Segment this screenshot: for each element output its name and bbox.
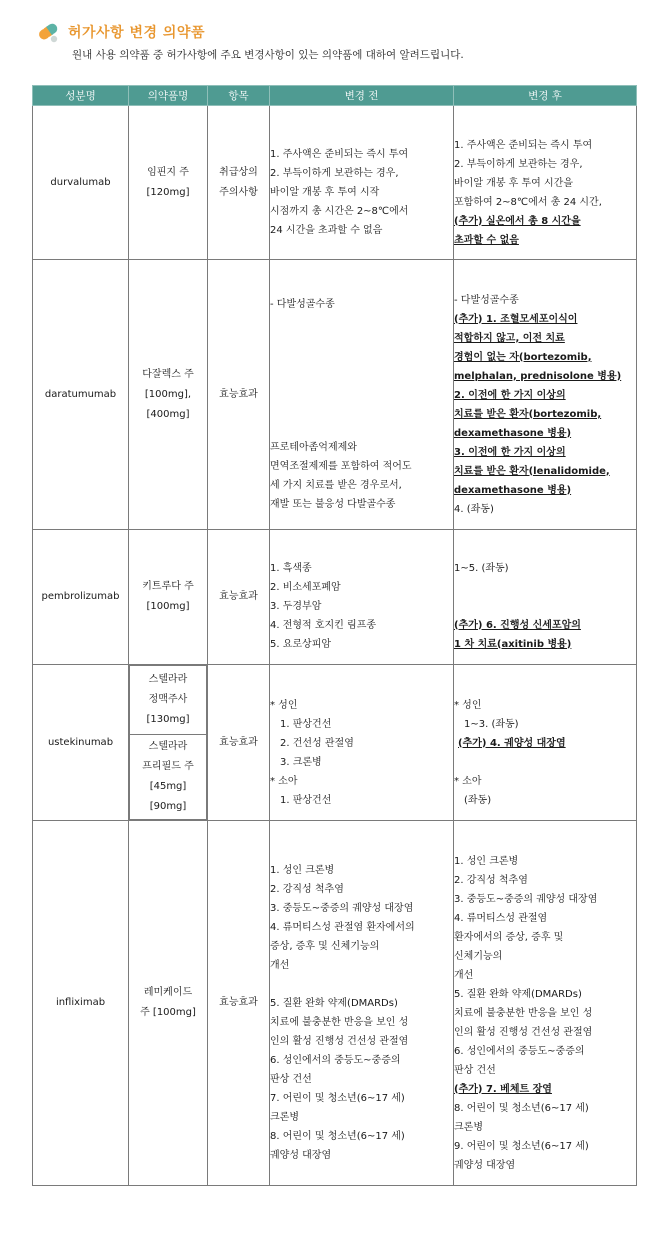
after-line-added: (추가) 1. 조혈모세포이식이	[454, 313, 578, 325]
page-title: 허가사항 변경 의약품	[68, 25, 205, 41]
item-text: 취급상의	[219, 166, 258, 178]
table-row	[33, 665, 637, 821]
drug-name: 레미케이드	[143, 987, 193, 998]
after-cell	[454, 106, 637, 260]
header-before: 변경 전	[270, 86, 454, 106]
after-line: 환자에서의 증상, 증후 및	[454, 931, 564, 943]
after-line: * 성인	[454, 699, 482, 711]
after-line: 9. 어린이 및 청소년(6~17 세)	[454, 1140, 589, 1152]
after-line-added: 치료를 받은 환자(bortezomib,	[454, 408, 602, 420]
after-line-added: (추가) 실온에서 총 8 시간을	[454, 215, 581, 227]
after-line: 3. 중등도~중증의 궤양성 대장염	[454, 893, 598, 905]
table-row	[33, 530, 637, 665]
before-line: 2. 강직성 척추염	[270, 884, 344, 895]
before-line: 증상, 증후 및 신체기능의	[270, 941, 380, 952]
after-line-added: dexamethasone 병용)	[454, 427, 572, 439]
table-row	[33, 106, 637, 260]
item-cell: 효능효과	[208, 530, 270, 665]
spacer	[454, 578, 636, 616]
table-header-row	[33, 86, 637, 106]
header-ingredient: 성분명	[33, 86, 129, 106]
after-line: 판상 건선	[454, 1064, 496, 1076]
before-line: 7. 어린이 및 청소년(6~17 세)	[270, 1093, 405, 1104]
after-line-added: melphalan, prednisolone 병용)	[454, 370, 622, 382]
spacer	[454, 753, 636, 772]
drug-cell	[129, 106, 208, 260]
after-line-added: (추가) 7. 베체트 장염	[454, 1083, 552, 1095]
header-drug: 의약품명	[129, 86, 208, 106]
ingredient-cell: durvalumab	[33, 106, 129, 260]
before-line: 6. 성인에서의 중등도~중증의	[270, 1055, 401, 1066]
before-line: 5. 요로상피암	[270, 638, 332, 650]
before-line: 면역조절제제를 포함하여 적어도	[270, 461, 412, 472]
after-line-added: (추가) 4. 궤양성 대장염	[458, 737, 566, 749]
after-line-added: (추가) 6. 진행성 신세포암의	[454, 619, 581, 631]
drug-name: 프리필드 주	[142, 761, 194, 772]
after-line-added: dexamethasone 병용)	[454, 484, 572, 496]
after-line-added: 2. 이전에 한 가지 이상의	[454, 389, 566, 401]
after-cell	[454, 821, 637, 1186]
after-line: 8. 어린이 및 청소년(6~17 세)	[454, 1102, 589, 1114]
before-cell	[270, 665, 454, 821]
after-line-added: 적합하지 않고, 이전 치료	[454, 332, 565, 344]
after-cell	[454, 665, 637, 821]
before-line: 1. 성인 크론병	[270, 865, 335, 876]
after-line: 포함하여 2~8℃에서 총 24 시간,	[454, 196, 602, 208]
drug-subcell	[130, 666, 207, 735]
before-line: 시점까지 총 시간은 2~8℃에서	[270, 206, 409, 217]
ingredient-cell: pembrolizumab	[33, 530, 129, 665]
before-line: 3. 두경부암	[270, 600, 322, 612]
drug-name: 임핀지 주	[147, 166, 189, 178]
before-line: 치료에 불충분한 반응을 보인 성	[270, 1017, 409, 1028]
before-line: * 성인	[270, 699, 298, 711]
after-line: 신체기능의	[454, 950, 503, 962]
before-cell	[270, 821, 454, 1186]
drug-dose: 주 [100mg]	[140, 1007, 196, 1018]
drug-cell	[129, 530, 208, 665]
before-line: 2. 건선성 관절염	[280, 737, 354, 749]
drug-change-table	[32, 85, 637, 1186]
before-line: 3. 중등도~중증의 궤양성 대장염	[270, 903, 414, 914]
after-line: 1~3. (좌동)	[464, 718, 519, 730]
after-line: 1. 주사액은 준비되는 즉시 투여	[454, 139, 593, 151]
page-subtitle: 원내 사용 의약품 중 허가사항에 주요 변경사항이 있는 의약품에 대하여 알려드립니다.	[72, 49, 464, 61]
spacer	[270, 314, 453, 438]
after-line-added: 3. 이전에 한 가지 이상의	[454, 446, 566, 458]
before-cell	[270, 106, 454, 260]
before-line: 바이알 개봉 후 투여 시작	[270, 187, 380, 198]
before-line: * 소아	[270, 775, 298, 787]
drug-subtable	[129, 665, 207, 820]
after-line: * 소아	[454, 775, 482, 787]
before-line: 개선	[270, 960, 290, 971]
before-line: 1. 판상건선	[280, 794, 332, 806]
after-line: 크론병	[454, 1121, 483, 1133]
before-line: 인의 활성 진행성 건선성 관절염	[270, 1036, 409, 1047]
before-line: - 다발성골수종	[270, 299, 335, 310]
after-line: (좌동)	[464, 794, 492, 806]
after-line-added: 경험이 없는 자(bortezomib,	[454, 351, 592, 363]
item-text: 주의사항	[219, 186, 258, 198]
after-line: 치료에 불충분한 반응을 보인 성	[454, 1007, 593, 1019]
item-cell: 효능효과	[208, 665, 270, 821]
before-line: 24 시간을 초과할 수 없음	[270, 225, 383, 236]
after-line: 인의 활성 진행성 건선성 관절염	[454, 1026, 593, 1038]
after-line: 2. 강직성 척추염	[454, 874, 528, 886]
before-line: 재발 또는 불응성 다발골수종	[270, 499, 396, 510]
after-line: 1. 성인 크론병	[454, 855, 519, 867]
after-line: 2. 부득이하게 보관하는 경우,	[454, 158, 583, 170]
drug-subcell	[130, 735, 207, 820]
after-line: 6. 성인에서의 중등도~중증의	[454, 1045, 585, 1057]
drug-dose: [90mg]	[149, 801, 187, 812]
header-after: 변경 후	[454, 86, 637, 106]
spacer	[270, 975, 453, 994]
after-cell	[454, 530, 637, 665]
after-line: 4. 류머티스성 관절염	[454, 912, 548, 924]
before-cell	[270, 530, 454, 665]
drug-name: 스텔라라	[148, 741, 188, 752]
after-line-added: 1 차 치료(axitinib 병용)	[454, 638, 572, 650]
after-cell	[454, 260, 637, 530]
pill-capsule-icon	[34, 18, 64, 44]
item-cell: 효능효과	[208, 821, 270, 1186]
before-line: 세 가지 치료를 받은 경우로서,	[270, 480, 402, 491]
item-cell	[208, 106, 270, 260]
before-cell	[270, 260, 454, 530]
drug-dose: [130mg]	[146, 714, 190, 725]
table-row	[33, 260, 637, 530]
before-line: 크론병	[270, 1112, 299, 1123]
after-line: 개선	[454, 969, 474, 981]
ingredient-cell: ustekinumab	[33, 665, 129, 821]
ingredient-cell: daratumumab	[33, 260, 129, 530]
drug-dose: [400mg]	[146, 408, 190, 420]
after-line: 바이알 개봉 후 투여 시간을	[454, 177, 573, 189]
before-line: 1. 주사액은 준비되는 즉시 투여	[270, 149, 409, 160]
before-line: 프로테아좀억제제와	[270, 442, 357, 453]
drug-dose: [100mg],	[144, 388, 192, 400]
before-line: 2. 비소세포폐암	[270, 581, 341, 593]
drug-cell	[129, 260, 208, 530]
before-line: 4. 전형적 호지킨 림프종	[270, 619, 377, 631]
before-line: 2. 부득이하게 보관하는 경우,	[270, 168, 399, 179]
before-line: 8. 어린이 및 청소년(6~17 세)	[270, 1131, 405, 1142]
drug-cell	[129, 821, 208, 1186]
after-line: 궤양성 대장염	[454, 1159, 516, 1171]
drug-name: 키트루다 주	[142, 581, 194, 592]
header-item: 항목	[208, 86, 270, 106]
drug-name: 정맥주사	[148, 694, 188, 705]
before-line: 판상 건선	[270, 1074, 312, 1085]
before-line: 4. 류머티스성 관절염 환자에서의	[270, 922, 415, 933]
table-row	[33, 821, 637, 1186]
drug-dose: [100mg]	[146, 601, 190, 612]
after-line: 4. (좌동)	[454, 503, 494, 515]
after-line: - 다발성골수종	[454, 294, 519, 306]
before-line: 1. 판상건선	[280, 718, 332, 730]
after-line-added: 치료를 받은 환자(lenalidomide,	[454, 465, 610, 477]
before-line: 1. 흑색종	[270, 562, 312, 574]
before-line: 5. 질환 완화 약제(DMARDs)	[270, 998, 398, 1009]
drug-dose: [120mg]	[146, 186, 190, 198]
after-line: 1~5. (좌동)	[454, 562, 509, 574]
drug-cell	[129, 665, 208, 821]
drug-dose: [45mg]	[149, 781, 187, 792]
after-line: 5. 질환 완화 약제(DMARDs)	[454, 988, 582, 1000]
ingredient-cell: infliximab	[33, 821, 129, 1186]
drug-name: 다잘렉스 주	[142, 368, 194, 380]
item-cell: 효능효과	[208, 260, 270, 530]
before-line: 3. 크론병	[280, 756, 322, 768]
drug-name: 스텔라라	[148, 674, 188, 685]
before-line: 궤양성 대장염	[270, 1150, 332, 1161]
after-line-added: 초과할 수 없음	[454, 234, 519, 246]
